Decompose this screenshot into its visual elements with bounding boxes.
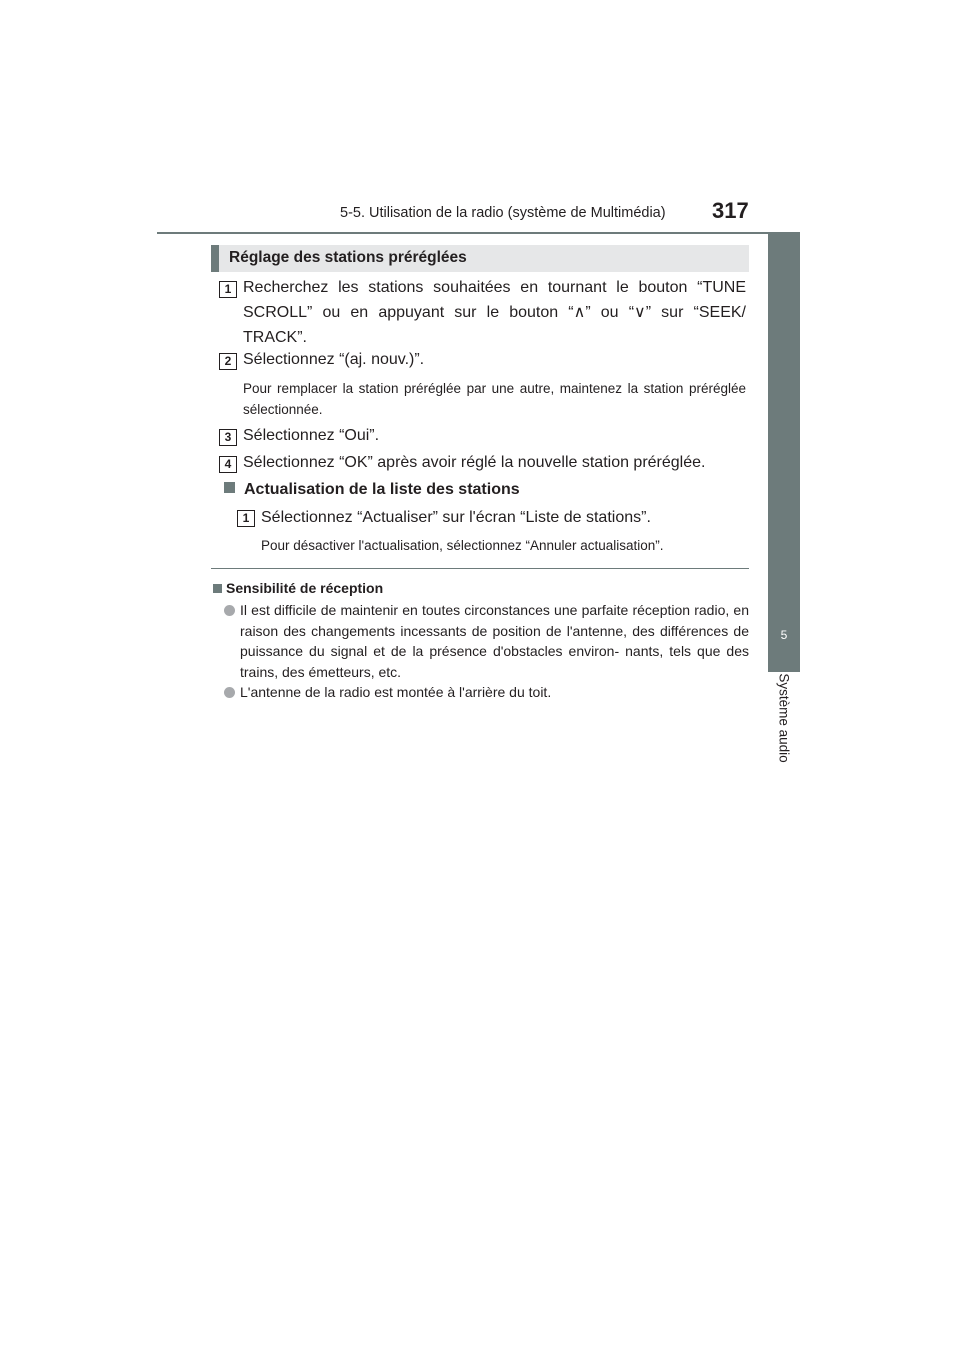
step-text: Sélectionnez “Oui”. [243,427,380,444]
reception-bullet-text: L'antenne de la radio est montée à l'arrière du toit. [240,684,552,700]
header-section-path: 5-5. Utilisation de la radio (système de Multimédia) [340,205,666,221]
page-number: 317 [712,198,749,223]
section-title: Réglage des stations préréglées [229,249,467,266]
section-divider [211,568,749,569]
chapter-number: 5 [780,628,788,642]
square-bullet-icon [224,482,235,493]
reception-heading [213,580,383,596]
step-number-badge: 2 [219,353,237,370]
section-title-box [211,245,749,272]
step-note: Pour désactiver l'actualisation, sélectionnez “Annuler actualisation”. [261,538,664,553]
chapter-tab [768,232,800,672]
step-number-badge: 1 [219,281,237,298]
reception-bullet-text: Il est difficile de maintenir en toutes circonstances une parfaite réception radio, en raison des changements incessants de position de l'antenne, des différences de puissance du signal et de la présence d'obstacles environ- nants, tels que des trains, des émetteurs, etc. [240,602,749,680]
round-bullet-icon [224,605,235,616]
step-note: Pour remplacer la station préréglée par une autre, maintenez la station préréglée sélectionnée. [243,381,746,417]
step-number-badge: 3 [219,429,237,446]
header-rule [157,232,800,234]
subsection-title: Actualisation de la liste des stations [244,481,520,498]
subsection-heading [224,481,520,499]
chapter-label: Système audio [776,673,792,763]
step-text: Recherchez les stations souhaitées en tournant le bouton “TUNE SCROLL” ou en appuyant sur le bouton “∧” ou “∨” sur “SEEK/ TRACK”. [243,279,746,346]
reception-title: Sensibilité de réception [226,580,384,596]
step-text: Sélectionnez “OK” après avoir réglé la nouvelle station préréglée. [243,454,706,471]
square-bullet-icon [213,584,222,593]
round-bullet-icon [224,687,235,698]
step-number-badge: 4 [219,456,237,473]
step-text: Sélectionnez “(aj. nouv.)”. [243,351,425,368]
step-text: Sélectionnez “Actualiser” sur l'écran “Liste de stations”. [261,509,651,526]
step-number-badge: 1 [237,510,255,527]
